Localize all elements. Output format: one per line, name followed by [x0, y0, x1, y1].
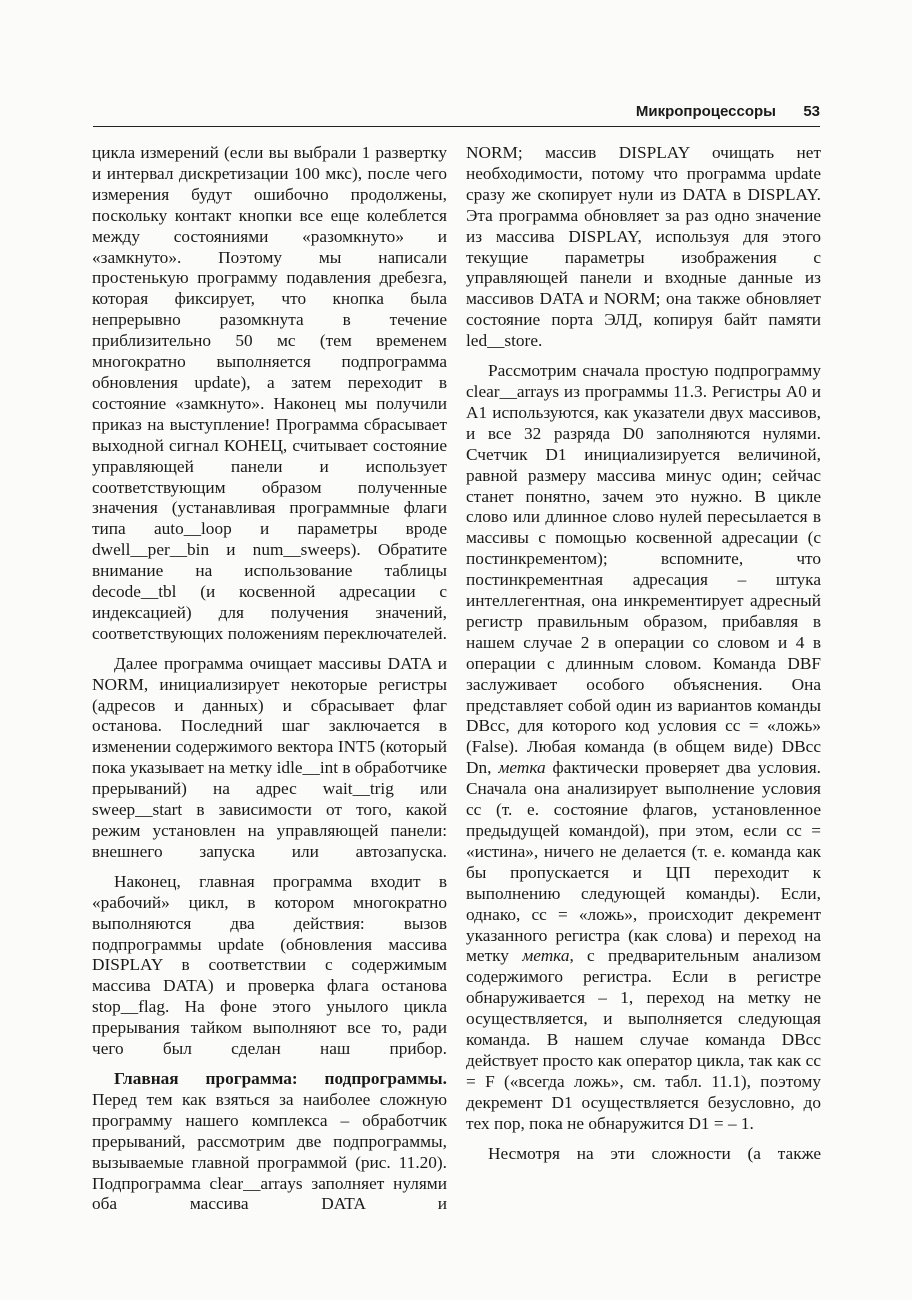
paragraph-text: Перед тем как взяться за наиболее сложную программу нашего комплекса – обработчик прерываний, рассмотрим две подпрограммы, вызываемые главной программой (рис. 11.20). Подпрограмма clear__arrays заполняет нулями оба массива DATA и — [92, 1089, 447, 1214]
italic-term: метка — [522, 946, 570, 966]
paragraph — [466, 361, 821, 1135]
paragraph — [92, 1069, 447, 1215]
page-number: 53 — [803, 103, 820, 120]
paragraph-text: Рассмотрим сначала простую подпрограмму clear__arrays из программы 11.3. Регистры A0 и A1 используются, как указатели двух массивов, и все 32 разряда D0 заполняются нулями. Счетчик D1 инициализируется величиной, равной размеру массива минус один; сейчас станет понятно, зачем это нужно. В цикле слово или длинное слово нулей пересылается в массивы с помощью косвенной адресации (с постинкрементом); вспомните, что постинкрементная адресация – штука интеллегентная, она инкрементирует адресный регистр правильным образом, прибавляя в нашем случае 2 в операции со словом и 4 в операции с длинным словом. Команда DBF заслуживает особого объяснения. Она представляет собой один из вариантов команды DBcc, для которого код условия cc = «ложь» (False). Любая команда (в общем виде) DBcc Dn, — [466, 361, 821, 778]
paragraph: Далее программа очищает массивы DATA и NORM, инициализирует некоторые регистры (адресов и данных) и сбрасывает флаг останова. Последний шаг заключается в изменении содержимого вектора INT5 (который пока указывает на метку idle__int в обработчике прерываний) на адрес wait__trig или sweep__start в зависимости от того, какой режим установлен на управляющей панели: внешнего запуска или автозапуска. — [92, 653, 447, 861]
left-column — [92, 143, 447, 1224]
right-column — [466, 143, 821, 1174]
paragraph: Несмотря на эти сложности (а также — [488, 1143, 821, 1163]
paragraph: NORM; массив DISPLAY очищать нет необходимости, потому что программа update сразу же скопирует нули из DATA в DISPLAY. Эта программа обновляет за раз одно значение из массива DISPLAY, используя для этого текущие параметры изображения с управляющей панели и входные данные из массивов DATA и NORM; она также обновляет состояние порта ЭЛД, копируя байт памяти led__store. — [466, 143, 821, 351]
paragraph: цикла измерений (если вы выбрали 1 развертку и интервал дискретизации 100 мкс), после чего измерения будут ошибочно продолжены, поскольку контакт кнопки все еще колеблется между состояниями «разомкнуто» и «замкнуто». Поэтому мы написали простенькую программу подавления дребезга, которая фиксирует, что кнопка была непрерывно разомкнута в течение приблизительно 50 мс (тем временем многократно выполняется подпрограмма обновления update), а затем переходит в состояние «замкнуто». Наконец мы получили приказ на выступление! Программа сбрасывает выходной сигнал КОНЕЦ, считывает состояние управляющей панели и использует соответствующим образом полученные значения (устанавливая программные флаги типа auto__loop и параметры вроде dwell__per__bin и num__sweeps). Обратите внимание на использование таблицы decode__tbl (и косвенной адресации с индексацией) для получения значений, соответствующих положениям переключателей. — [92, 143, 447, 643]
running-header-title: Микропроцессоры — [635, 103, 776, 120]
paragraph-text: фактически проверяет два условия. Сначала она анализирует выполнение условия cc (т. е. состояние флагов, установленное предыдущей командой), при этом, если cc = «истина», ничего не делается (т. е. команда как бы пропускается и ЦП переходит к выполнению следующей команды). Если, однако, cc = «ложь», происходит декремент указанного регистра (как слова) и переход на метку — [466, 758, 821, 966]
run-in-heading: Главная программа: подпрограммы. — [114, 1068, 447, 1088]
paragraph-text: , с предварительным анализом содержимого регистра. Если в регистре обнаруживается – 1, переход на метку не осуществляется, и выполняется следующая команда. В нашем случае команда DBcc действует просто как оператор цикла, так как cc = F («всегда ложь», см. табл. 11.1), поэтому декремент D1 осуществляется безусловно, до тех пор, пока не обнаружится D1 = – 1. — [466, 946, 821, 1133]
italic-term: метка — [498, 758, 546, 778]
running-header — [93, 100, 820, 127]
paragraph: Наконец, главная программа входит в «рабочий» цикл, в котором многократно выполняются два действия: вызов подпрограммы update (обновления массива DISPLAY в соответствии с содержимым массива DATA) и проверка флага останова stop__flag. На фоне этого унылого цикла прерывания тайком выполняют все то, ради чего был сделан наш прибор. — [92, 871, 447, 1059]
